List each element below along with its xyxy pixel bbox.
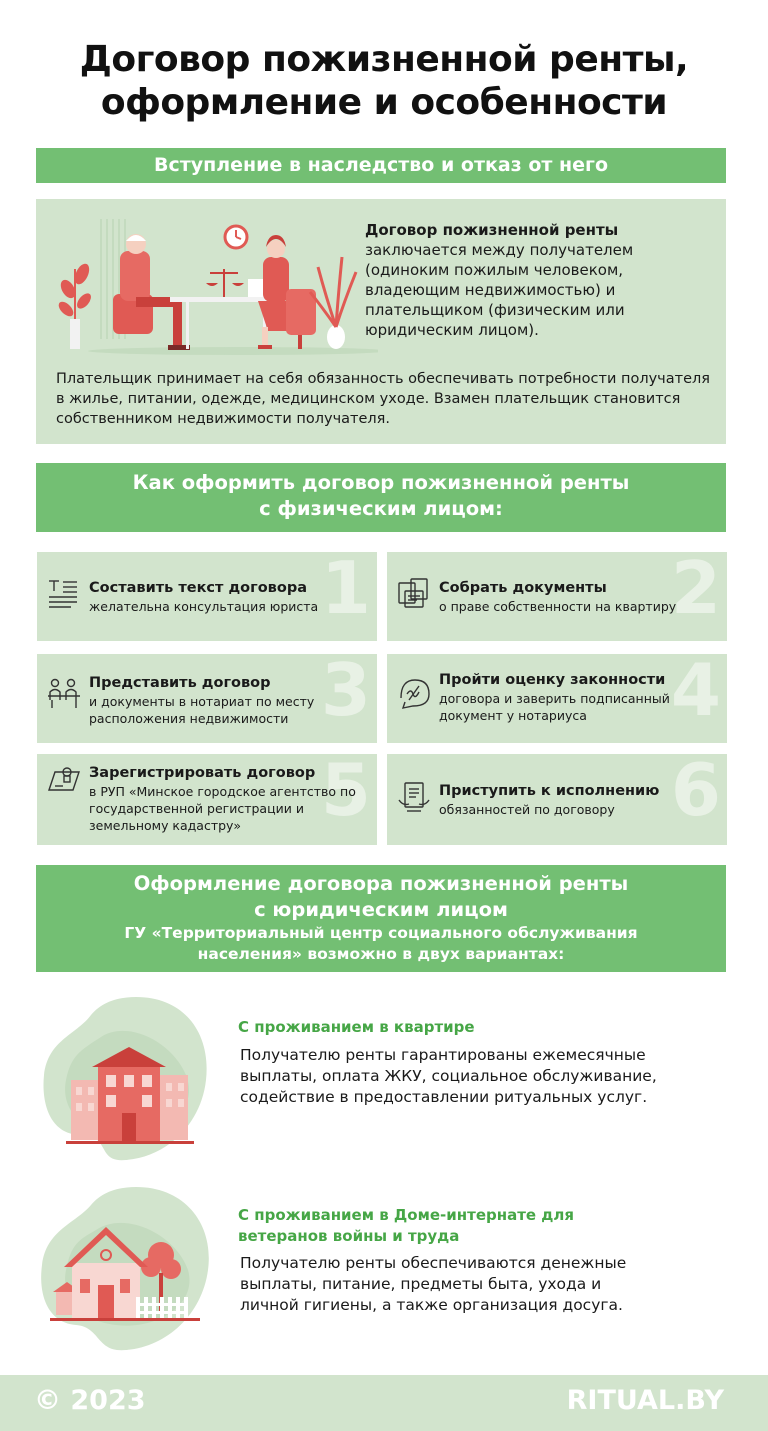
step-2 [387,552,727,641]
step-title: Составить текст договора [89,580,307,596]
documents-icon [397,577,431,611]
nursing-home-illustration [36,1185,221,1355]
step-subtitle: в РУП «Минское городское агентство по государственной регистрации и земельному кадастру» [89,784,356,833]
header-line-2: с юридическим лицом [254,898,508,921]
signature-icon [397,676,431,710]
step-title: Собрать документы [439,580,607,596]
payer-obligation: Плательщик принимает на себя обязанность обеспечивать потребности получателя в жилье, питании, одежде, медицинском уходе. Взамен плательщик становится собственником недвижимости получателя. [56,371,710,427]
header-line-3: ГУ «Территориальный центр социального обслуживания [124,924,638,942]
step-number: 3 [320,654,371,732]
definition-text: заключается между получателем (одиноким пожилым человеком, владеющим недвижимостью) и плательщиком (физическим или юридическим лицом). [365,241,634,339]
option-apartment-title: С проживанием в квартире [238,1018,475,1036]
brand-logo[interactable]: RITUAL.BY [566,1385,724,1416]
definition-bold: Договор пожизненной ренты [365,221,619,239]
step-1 [37,552,377,641]
option-apartment-text: Получателю ренты гарантированы ежемесячные выплаты, оплата ЖКУ, социальное обслуживание, содействие в предоставлении ритуальных услуг. [240,1046,657,1106]
copyright: © 2023 [34,1385,146,1416]
step-title: Зарегистрировать договор [89,765,316,781]
rent-definition [365,220,655,340]
step-number: 6 [670,754,721,832]
step-number: 5 [320,754,371,832]
document-text-icon [47,577,81,611]
option-nursing-home-text: Получателю ренты обеспечиваются денежные выплаты, питание, предметы быта, ухода и личной гигиены, а также организация досуга. [240,1254,627,1314]
page-title [0,38,768,124]
footer [0,1375,768,1431]
step-subtitle: обязанностей по договору [439,802,615,817]
header-line-1: Как оформить договор пожизненной ренты [132,471,630,494]
step-title: Пройти оценку законности [439,672,666,688]
step-title: Приступить к исполнению [439,783,660,799]
intro-panel [36,199,726,444]
section-header-inheritance: Вступление в наследство и отказ от него [36,148,726,183]
section-header-legal-entity [36,865,726,972]
step-3 [37,654,377,743]
option-nursing-home-title: С проживанием в Доме-интернате для ветеранов войны и труда [238,1206,575,1245]
step-4 [387,654,727,743]
notary-meeting-illustration [58,209,378,359]
contract-icon [397,780,431,814]
title-line-1: Договор пожизненной ренты, [79,39,689,80]
step-subtitle: договора и заверить подписанный документ у нотариуса [439,691,670,723]
step-6 [387,754,727,845]
step-5 [37,754,377,845]
apartment-illustration [36,995,221,1165]
header-line-2: с физическим лицом: [259,497,503,520]
notary-icon [47,676,81,710]
step-title: Представить договор [89,675,271,691]
stamp-icon [47,764,81,798]
section-header-individual [36,463,726,532]
step-subtitle: о праве собственности на квартиру [439,599,677,614]
title-line-2: оформление и особенности [100,82,668,123]
header-line-4: населения» возможно в двух вариантах: [197,945,565,963]
step-number: 4 [670,654,721,732]
header-line-1: Оформление договора пожизненной ренты [133,872,629,895]
step-subtitle: желательна консультация юриста [89,599,319,614]
step-number: 1 [320,552,371,630]
step-subtitle: и документы в нотариат по месту расположения недвижимости [89,694,315,726]
step-number: 2 [670,552,721,630]
